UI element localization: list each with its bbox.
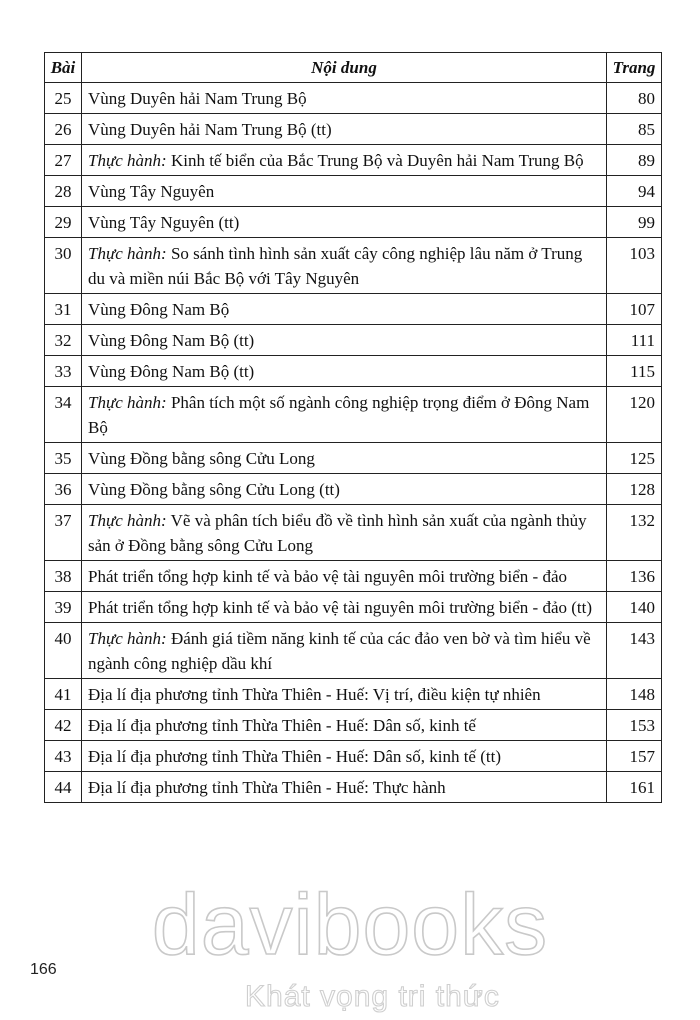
table-header-row	[45, 53, 662, 83]
table-row	[45, 679, 662, 710]
table-row	[45, 325, 662, 356]
page-ref: 125	[607, 443, 662, 474]
lesson-title-text: Vùng Tây Nguyên	[88, 182, 215, 201]
lesson-number: 40	[45, 623, 82, 679]
table-body	[45, 83, 662, 803]
lesson-title	[82, 741, 607, 772]
page-ref: 120	[607, 387, 662, 443]
lesson-title	[82, 114, 607, 145]
table-row	[45, 443, 662, 474]
lesson-number: 27	[45, 145, 82, 176]
table-row	[45, 207, 662, 238]
lesson-title-text: Địa lí địa phương tỉnh Thừa Thiên - Huế: Dân số, kinh tế (tt)	[88, 747, 501, 766]
table-row	[45, 474, 662, 505]
header-page: Trang	[607, 53, 662, 83]
lesson-title-text: Đánh giá tiềm năng kinh tế của các đảo ven bờ và tìm hiểu về ngành công nghiệp dầu khí	[88, 629, 591, 673]
page-ref: 140	[607, 592, 662, 623]
page-ref: 107	[607, 294, 662, 325]
lesson-title-text: Vùng Đồng bằng sông Cửu Long	[88, 449, 315, 468]
lesson-number: 30	[45, 238, 82, 294]
lesson-title	[82, 443, 607, 474]
lesson-title	[82, 207, 607, 238]
page-ref: 103	[607, 238, 662, 294]
lesson-number: 36	[45, 474, 82, 505]
table-row	[45, 710, 662, 741]
practice-label: Thực hành:	[88, 629, 167, 648]
table-row	[45, 561, 662, 592]
table-row	[45, 145, 662, 176]
table-row	[45, 623, 662, 679]
practice-label: Thực hành:	[88, 244, 167, 263]
lesson-title	[82, 561, 607, 592]
lesson-number: 31	[45, 294, 82, 325]
lesson-title-text: Vùng Đồng bằng sông Cửu Long (tt)	[88, 480, 340, 499]
lesson-number: 43	[45, 741, 82, 772]
lesson-number: 32	[45, 325, 82, 356]
table-row	[45, 741, 662, 772]
lesson-title-text: Phân tích một số ngành công nghiệp trọng điểm ở Đông Nam Bộ	[88, 393, 590, 437]
lesson-title-text: Vùng Duyên hải Nam Trung Bộ (tt)	[88, 120, 332, 139]
table-row	[45, 387, 662, 443]
lesson-title	[82, 176, 607, 207]
lesson-title	[82, 710, 607, 741]
table-of-contents	[44, 52, 662, 803]
page-number: 166	[30, 961, 57, 978]
lesson-title	[82, 387, 607, 443]
lesson-title	[82, 238, 607, 294]
lesson-title-text: Vẽ và phân tích biểu đồ về tình hình sản xuất của ngành thủy sản ở Đồng bằng sông Cửu Long	[88, 511, 587, 555]
lesson-number: 42	[45, 710, 82, 741]
lesson-title-text: Địa lí địa phương tỉnh Thừa Thiên - Huế: Dân số, kinh tế	[88, 716, 476, 735]
lesson-number: 35	[45, 443, 82, 474]
lesson-title	[82, 772, 607, 803]
lesson-title-text: Vùng Tây Nguyên (tt)	[88, 213, 240, 232]
table-row	[45, 238, 662, 294]
table-row	[45, 505, 662, 561]
lesson-number: 41	[45, 679, 82, 710]
lesson-title	[82, 294, 607, 325]
page-ref: 153	[607, 710, 662, 741]
lesson-title-text: Vùng Đông Nam Bộ	[88, 300, 230, 319]
lesson-number: 39	[45, 592, 82, 623]
lesson-title	[82, 505, 607, 561]
page-ref: 89	[607, 145, 662, 176]
practice-label: Thực hành:	[88, 151, 167, 170]
header-lesson: Bài	[45, 53, 82, 83]
page-ref: 136	[607, 561, 662, 592]
lesson-title	[82, 679, 607, 710]
lesson-number: 34	[45, 387, 82, 443]
lesson-number: 29	[45, 207, 82, 238]
page-ref: 132	[607, 505, 662, 561]
page-ref: 115	[607, 356, 662, 387]
lesson-number: 37	[45, 505, 82, 561]
lesson-number: 28	[45, 176, 82, 207]
lesson-title	[82, 325, 607, 356]
lesson-number: 33	[45, 356, 82, 387]
lesson-title-text: Vùng Duyên hải Nam Trung Bộ	[88, 89, 307, 108]
lesson-title-text: Phát triển tổng hợp kinh tế và bảo vệ tài nguyên môi trường biển - đảo	[88, 567, 568, 586]
lesson-title	[82, 83, 607, 114]
lesson-number: 38	[45, 561, 82, 592]
header-content: Nội dung	[82, 53, 607, 83]
watermark-brand: davibooks	[151, 877, 549, 973]
lesson-title-text: So sánh tình hình sản xuất cây công nghiệp lâu năm ở Trung du và miền núi Bắc Bộ với Tây Nguyên	[88, 244, 583, 288]
lesson-title-text: Vùng Đông Nam Bộ (tt)	[88, 362, 255, 381]
lesson-title	[82, 145, 607, 176]
practice-label: Thực hành:	[88, 511, 167, 530]
lesson-title	[82, 474, 607, 505]
lesson-title-text: Vùng Đông Nam Bộ (tt)	[88, 331, 255, 350]
lesson-title-text: Kinh tế biển của Bắc Trung Bộ và Duyên hải Nam Trung Bộ	[170, 151, 584, 170]
page-ref: 80	[607, 83, 662, 114]
page-ref: 128	[607, 474, 662, 505]
page-ref: 85	[607, 114, 662, 145]
lesson-title	[82, 356, 607, 387]
lesson-number: 25	[45, 83, 82, 114]
lesson-number: 44	[45, 772, 82, 803]
table-row	[45, 114, 662, 145]
table-row	[45, 176, 662, 207]
page-ref: 148	[607, 679, 662, 710]
table-row	[45, 83, 662, 114]
table-row	[45, 356, 662, 387]
page-ref: 94	[607, 176, 662, 207]
lesson-number: 26	[45, 114, 82, 145]
watermark-slogan: Khát vọng tri thức	[245, 980, 500, 1013]
lesson-title	[82, 623, 607, 679]
lesson-title	[82, 592, 607, 623]
table-row	[45, 592, 662, 623]
page-ref: 99	[607, 207, 662, 238]
lesson-title-text: Địa lí địa phương tỉnh Thừa Thiên - Huế: Vị trí, điều kiện tự nhiên	[88, 685, 541, 704]
table-row	[45, 294, 662, 325]
practice-label: Thực hành:	[88, 393, 167, 412]
lesson-title-text: Phát triển tổng hợp kinh tế và bảo vệ tài nguyên môi trường biển - đảo (tt)	[88, 598, 593, 617]
page-ref: 161	[607, 772, 662, 803]
page-ref: 111	[607, 325, 662, 356]
page-ref: 143	[607, 623, 662, 679]
table-row	[45, 772, 662, 803]
lesson-title-text: Địa lí địa phương tỉnh Thừa Thiên - Huế: Thực hành	[88, 778, 446, 797]
page-ref: 157	[607, 741, 662, 772]
